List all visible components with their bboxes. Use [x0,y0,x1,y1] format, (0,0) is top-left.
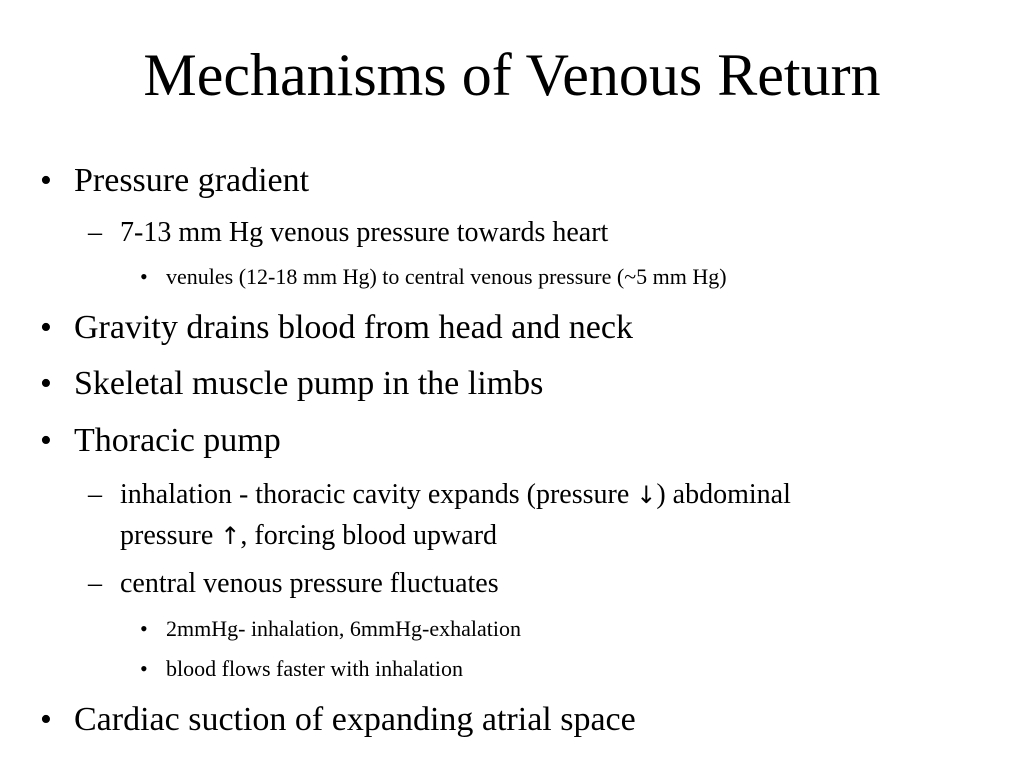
sub-sub-bullet-venules: venules (12-18 mm Hg) to central venous pressure (~5 mm Hg) [166,264,727,289]
bullet-gravity: Gravity drains blood from head and neck [74,309,633,346]
bullet-marker-small: • [140,656,148,681]
dash-marker: – [88,479,102,510]
bullet-skeletal-muscle-pump: Skeletal muscle pump in the limbs [74,365,544,402]
sub-sub-bullet-mmhg-values: 2mmHg- inhalation, 6mmHg-exhalation [166,616,521,641]
dash-marker: – [88,217,102,248]
dash-marker: – [88,568,102,599]
bullet-cardiac-suction: Cardiac suction of expanding atrial space [74,701,636,738]
sub-bullet-venous-pressure: 7-13 mm Hg venous pressure towards heart [120,217,609,248]
bullet-thoracic-pump: Thoracic pump [74,422,281,459]
bullet-marker: • [40,162,52,199]
inhalation-text-4: , forcing blood upward [240,520,498,551]
sub-bullet-inhalation-line2 [120,519,497,553]
sub-sub-bullet-blood-flows-faster: blood flows faster with inhalation [166,656,463,681]
sub-bullet-cvp-fluctuates: central venous pressure fluctuates [120,568,499,599]
bullet-marker: • [40,309,52,346]
inhalation-text-1: inhalation - thoracic cavity expands (pressure [120,479,637,510]
bullet-marker: • [40,701,52,738]
sub-bullet-inhalation-line1 [120,478,791,512]
bullet-marker: • [40,365,52,402]
bullet-pressure-gradient: Pressure gradient [74,162,310,199]
inhalation-text-3: pressure [120,520,221,551]
arrow-down-icon: ↓ [636,481,657,509]
bullet-marker: • [40,422,52,459]
slide-title: Mechanisms of Venous Return [143,42,881,108]
bullet-marker-small: • [140,264,148,289]
bullet-marker-small: • [140,616,148,641]
inhalation-text-2: ) abdominal [656,479,791,510]
arrow-up-icon: ↑ [220,522,241,550]
